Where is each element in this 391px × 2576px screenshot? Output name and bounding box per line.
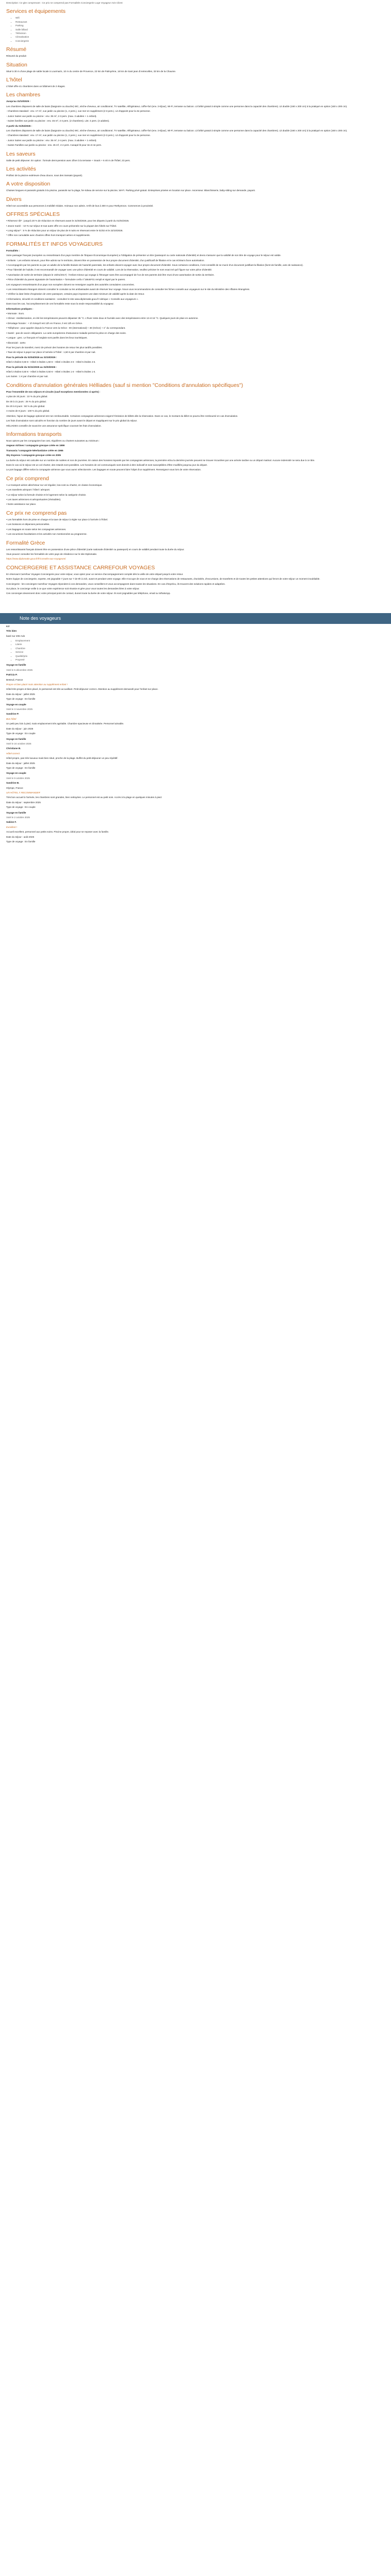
content bbox=[0, 0, 391, 624]
paragraph: Pour l'ensemble de nos séjours et circuits (sauf exceptions mentionnées ci-après) : bbox=[6, 390, 101, 393]
paragraph: De 30 à 21 jours : 25 % du prix global. bbox=[6, 400, 46, 403]
list-item: • Wifi bbox=[15, 16, 385, 20]
paragraph: Ces concierges deviennent donc votre principal point de contact, durant toute la durée de votre séjour. Ils sont joignables par téléphone, email ou WhatsApp. bbox=[6, 592, 171, 595]
paragraph: • Langue : grec. Le français et l'anglais sont parlés dans les lieux touristiques. bbox=[6, 336, 88, 340]
list-item: • Emplacement bbox=[15, 639, 385, 642]
intro: Description: Ce gite comprenant : Ce prix ne comprend pas Formalités Conciergerie Loge Voyageur Avis Client bbox=[6, 2, 123, 4]
section-title: Ce prix ne comprend pas bbox=[6, 510, 67, 516]
paragraph: • Téléphone : pour appeler depuis la France vers la Grèce : 00 (international) + 30 (Grèce) + n° du correspondant. bbox=[6, 327, 126, 330]
paragraph: • Taxe de séjour à payer sur place à l'arrivée à l'hôtel : 1,50 € par chambre et par nuit. bbox=[6, 351, 96, 354]
review-type: Type de voyage : En couple bbox=[6, 806, 36, 809]
paragraph: - Suites Familles vue jardin ou piscine : env. 45 m², 2-4 pers. Canapé-lit pour 3e et 4e pers. bbox=[6, 144, 102, 147]
section-title: Les saveurs bbox=[6, 150, 36, 157]
paragraph: A plus de 30 jours : 10 % du prix global. bbox=[6, 395, 48, 398]
review-meta: Breteuil, France bbox=[6, 678, 23, 681]
list-item: • Literie bbox=[15, 642, 385, 646]
review-stay-date: Date du séjour : juillet 2025 bbox=[6, 761, 35, 765]
paragraph: Salle de petit déjeuner. En option : formule demi-pension avec dîner à la terrasse + Snack + 6 40 m de l'hôtel, 23 pers. bbox=[6, 159, 131, 162]
paragraph: • Les boissons et dépenses personnelles. bbox=[6, 523, 50, 526]
review-author: Sandrine P. bbox=[6, 713, 19, 716]
subheading: Formalités : bbox=[6, 249, 20, 252]
section-title: L'hôtel bbox=[6, 77, 22, 83]
diplomatie-link[interactable]: https://www.diplomatie.gouv.fr/fr/conseils-aux-voyageurs/ bbox=[6, 557, 66, 561]
section-title: OFFRES SPÉCIALES bbox=[6, 211, 60, 218]
paragraph: • Les taxes aériennes et aéroportuaires (révisables). bbox=[6, 498, 61, 501]
list-item: • Propreté bbox=[15, 658, 385, 662]
review-item bbox=[6, 737, 385, 770]
paragraph: • Électricité : 220V. bbox=[6, 341, 26, 344]
review-item bbox=[6, 663, 385, 701]
paragraph: - Suites familles vue jardin ou piscine : env. 45 m², 2-4 pers. (2 chambres). Lits: 4 pers. (4 adultes). bbox=[6, 120, 110, 123]
review-author: Sabine F. bbox=[6, 821, 17, 824]
paragraph: Hôtel 2 étoiles 0,50 € - Hôtel 3 étoiles 0,50 € - Hôtel 4 étoiles 1 € - Hôtel 5 étoiles 1 €. bbox=[6, 370, 96, 373]
review-date: Voté le 5 décembre 2025 bbox=[6, 668, 33, 671]
review-heading: Voyage en couple bbox=[6, 772, 26, 775]
section-title: FORMALITÉS ET INFOS VOYAGEURS bbox=[6, 241, 103, 247]
paragraph: De 20 à 8 jours : 50 % du prix global. bbox=[6, 404, 45, 408]
review-date: Voté le 3 novembre 2025 bbox=[6, 708, 33, 711]
paragraph: Nous optons par les compagnies low cost, régulières ou charters suivantes au minimum : bbox=[6, 439, 100, 442]
review-date: Voté le 9 octobre 2025 bbox=[6, 776, 30, 779]
services-list bbox=[6, 16, 385, 43]
paragraph: La durée du séjour est calculée sur un nombre de nuitées et non de journées. En raison des horaires imposés par les compagnies aériennes, la première et/ou la dernière journée peuvent se trouver écourtées par une arrivée tardive ou un départ matinal. Aucune indemnité ne sera due à ce titre. bbox=[6, 459, 315, 462]
paragraph: • Informations, sécurité et conditions sanitaires : consultez le site www.diplomatie.gouv.fr rubrique « Conseils aux voyageurs ». bbox=[6, 297, 139, 300]
review-heading: Voyage en famille bbox=[6, 737, 26, 740]
paragraph: En réservant Carrefour Voyages Conciergerie pour votre séjour, vous optez pour un service d'accompagnement complet dès la veille de votre départ jusqu'à votre retour. bbox=[6, 572, 184, 575]
section-title: Conditions d'annulation générales Hélliades (sauf si mention "Conditions d'annulation spécifiques") bbox=[6, 382, 243, 388]
review-date: Voté le 2 octobre 2025 bbox=[6, 816, 30, 819]
paragraph: Conciergerie : les concierges Carrefour Voyages répondent à vos demandes, vous conseillent et vous accompagnent dans toutes les situations. En cas d'imprévu, ils trouvent des solutions rapides et adaptées. bbox=[6, 582, 225, 585]
list-item: • Service bbox=[15, 650, 385, 654]
review-type: Type de voyage : En couple bbox=[6, 732, 36, 735]
review-item bbox=[6, 811, 385, 844]
paragraph: A moins de 8 jours : 100 % du prix global. bbox=[6, 410, 50, 413]
paragraph: • Les transferts aéroport / hôtel / aéroport. bbox=[6, 488, 51, 492]
review-meta: Olympe, France bbox=[6, 786, 23, 789]
reviews-header-band bbox=[0, 613, 391, 624]
list-item: • Salle billard bbox=[15, 28, 385, 31]
review-heading: Voyage en couple bbox=[6, 703, 26, 706]
section-title: Informations transports bbox=[6, 431, 62, 437]
review-text: Un petit peu loin à pied, mais emplacement très agréable. Chambre spacieuse et climatisée. Personnel aimable. bbox=[6, 722, 124, 725]
paragraph: Attention, l'ajout de bagage optionnel est non remboursable. Certaines compagnies aériennes exigent l'émission de billets dès la réservation. Dans ce cas, le montant du billet ne pourra être remboursé en cas d'annulation. bbox=[6, 414, 238, 417]
paragraph: • Les bagages en soute selon les compagnies aériennes. bbox=[6, 528, 67, 531]
review-type: Type de voyage : En famille bbox=[6, 840, 36, 843]
review-stay-date: Date du séjour : juin 2025 bbox=[6, 727, 34, 730]
paragraph: • Décalage horaire : + 1h lorsqu'il est 12h en France, il est 13h en Grèce. bbox=[6, 321, 83, 325]
paragraph: Hôtel non accessible aux personnes à mobilité réduite. Animaux non admis. Arrêt de bus à 300 m pour Rethymnon. Commerces à proximité. bbox=[6, 204, 154, 207]
list-item: • Restaurant bbox=[15, 20, 385, 24]
review-title: Hôtel correct bbox=[6, 752, 20, 755]
paragraph: • Pour l'identité de l'adulte, il est recommandé de voyager avec une pièce d'identité en cours de validité. Lors de la réservation, veuillez préciser le nom exact tel qu'il figure sur votre pièce d'identité. bbox=[6, 268, 213, 272]
paragraph: Pour la période du 01/11/2025 au 31/03/2026 : bbox=[6, 365, 57, 368]
section-title: Les activités bbox=[6, 165, 36, 172]
paragraph: Notre équipe de conciergerie, experte, est joignable 7 jours sur 7 de 9h à 21h, avant et pendant votre voyage. Elle s'occupe de vous et se charge des réservations de restaurants, d'activités, d'excursions, de transferts et de toutes les petites attentions qui feront de votre séjour un moment inoubliable. bbox=[6, 578, 320, 581]
list-item: • Chambre bbox=[15, 647, 385, 650]
paragraph: HÉLIADES conseille de souscrire une assurance spécifique couvrant les frais d'annulation. bbox=[6, 424, 102, 427]
review-author: Christiane B. bbox=[6, 747, 21, 750]
paragraph: • Le séjour selon la formule choisie et le logement selon la catégorie choisie. bbox=[6, 493, 87, 496]
paragraph: • Le transport aérien aller/retour sur vol régulier, low-cost ou charter, en classe économique. bbox=[6, 483, 103, 486]
review-type: Type de voyage : En famille bbox=[6, 766, 36, 769]
paragraph: Pour la période du 01/04/2026 au 31/10/2026 : bbox=[6, 355, 57, 359]
list-item: • Parking bbox=[15, 24, 385, 27]
review-stay-date: Date du séjour : août 2025 bbox=[6, 835, 35, 838]
review-text: Accueil excellent, personnel aux petits soins. Piscine propre, idéal pour se reposer avec la famille. bbox=[6, 831, 109, 834]
paragraph: Les ressortissants français doivent être en possession d'une pièce d'identité (carte nationale d'identité ou passeport) en cours de validité pendant toute la durée du séjour. bbox=[6, 548, 185, 551]
paragraph: • Les formalités hors de prise en charge et la taxe de séjour à régler sur place à l'arrivée à l'hôtel. bbox=[6, 518, 108, 521]
paragraph: Transavia / compagnie Néerlandaise créée en 1965 bbox=[6, 449, 63, 452]
rating-label: Très bien bbox=[6, 630, 17, 633]
paragraph: • Jeune marié : -10 % sur séjour et tout autre offre en cours présentée sur la plupart des hôtels sur l'hôtel. bbox=[6, 224, 117, 227]
review-author: Patricia P. bbox=[6, 673, 18, 676]
paragraph: Chaises longues et parasols gratuits à la piscine, parasols sur la plage, fer-rideau de service sur la piscine, Wi-Fi. Parking privé gratuit. Entreprises privées en location sur place. Ascenseur. Blanchisserie, baby-sitting sur demande, payant. bbox=[6, 189, 256, 192]
review-author: Sandrine B. bbox=[6, 782, 20, 785]
paragraph: * Offre non cumulable avec d'autres offres hors transport aérien et suppléments. bbox=[6, 234, 90, 237]
paragraph: • Accompagnés par les parents ou par un adulte de la famille titulaire de l'autorité parentale, les enfants doivent voyager avec leur propre document d'identité. Sous certaines conditions, il est conseillé de se munir d'un document justifiant la filiation (livret de famille, acte de naissance). bbox=[6, 264, 303, 266]
paragraph: Votre passager français (européen ou ressortissant d'un pays membre de l'Espace Économique Européen) a l'obligation de présenter un titre (passeport ou carte nationale d'identité) et devra s'assurer que la validité de son titre de voyage pour le séjour est valide. bbox=[6, 254, 281, 257]
section-title: Résumé bbox=[6, 46, 27, 53]
rating-score: 4.2 bbox=[6, 624, 10, 628]
paragraph: Les chambres disposent de salle de bains (baignoire ou douche) WC, sèche-cheveux, air conditionné, TV satellite, réfrigérateur, coffre-fort (env. 3 €/jour), Wi-Fi, terrasse ou balcon. Lit bébé gratuit à simple comme une personne dans la capacité des chambres). Lit double (160 x 200 cm) à la pratiqué en option (160 x 200 cm). bbox=[6, 129, 348, 132]
reviews-section bbox=[0, 624, 391, 844]
paragraph: Dans le cas où le séjour est un vol charter, des retards sont possibles. Les horaires de vol communiqués sont donnés à titre indicatif et sont susceptibles d'être modifiés jusqu'au jour du départ. bbox=[6, 464, 208, 467]
paragraph: Les Suites : 1 € par chambre et par nuit. bbox=[6, 375, 48, 378]
review-item bbox=[6, 703, 385, 736]
review-stay-date: Date du séjour : juillet 2025 bbox=[6, 692, 35, 696]
paragraph: • Réservez tôt* : jusqu'à 20 % de réduction en réservant avant le 31/03/2026, pour les départs à partir du 01/04/2026. bbox=[6, 219, 129, 223]
review-type: Type de voyage : En famille bbox=[6, 698, 36, 701]
list-item: • Télévision bbox=[15, 31, 385, 35]
review-text: Hôtel propre, pas très luxueux mais bien situé, proche de la plage. Buffet du petit-déjeuner un peu répétitif. bbox=[6, 757, 118, 760]
review-heading: Voyage en famille bbox=[6, 664, 26, 667]
list-item: • Qualité/prix bbox=[15, 654, 385, 658]
review-heading: Voyage en famille bbox=[6, 811, 26, 814]
section-title: Ce prix comprend bbox=[6, 475, 49, 482]
paragraph: Les voyageurs ressortissants d'un pays non européen doivent se renseigner auprès des autorités consulaires concernées. bbox=[6, 283, 135, 286]
review-title: UN HÔTEL À RECOMMANDER bbox=[6, 791, 40, 794]
paragraph: Résumé du produit bbox=[6, 55, 26, 58]
paragraph: • Autorisation de sortie de territoire (depuis le 15/01/2017) : l'enfant mineur qui voyage à l'étranger sans être accompagné de l'un de ses parents doit être muni d'une autorisation de sortie du territoire. bbox=[6, 273, 215, 276]
rating-criteria bbox=[6, 639, 385, 662]
list-item: • Conciergerie bbox=[15, 39, 385, 43]
paragraph: Dans tous les cas, l'accomplissement de ces formalités reste sous la seule responsabilité du voyageur. bbox=[6, 302, 114, 306]
paragraph: Hôtel 2 étoiles 0,50 € - Hôtel 3 étoiles 1,50 € - Hôtel 4 étoiles 3 € - Hôtel 5 étoiles 4 €. bbox=[6, 361, 96, 364]
section-title: Situation bbox=[6, 61, 27, 68]
review-title: Bon hôtel bbox=[6, 717, 17, 720]
section-title: Formalité Grèce bbox=[6, 539, 45, 546]
paragraph: • Climat : méditerranéen, en été les températures peuvent dépasser 35 °C. L'hiver reste doux et humide avec des températures entre 12 et 16 °C. Quelques jours de pluie en automne. bbox=[6, 317, 199, 320]
review-title: Propre et bien placé mais attention au supplément enfant ! bbox=[6, 683, 68, 686]
paragraph: • Pièce d'identité du parent signataire de l'autorisation + formulaire cerfa n°15646*01 rempli et signé par le parent. bbox=[6, 278, 126, 281]
paragraph: • Les ressortissants étrangers doivent consulter le consulat ou les ambassades avant de réserver leur voyage. Nous vous recommandons de consulter les fiches conseils aux voyageurs sur le site du Ministère des Affaires étrangères. bbox=[6, 288, 250, 291]
paragraph: • Les excursions facultatives et les activités non mentionnées au programme. bbox=[6, 533, 87, 536]
reviews-title: Note des voyageurs bbox=[20, 615, 61, 621]
review-stay-date: Date du séjour : septembre 2025 bbox=[6, 801, 41, 804]
review-text: Hôtel très propre et bien placé, le personnel est très accueillant. Petit-déjeuner correct. Attention au supplément demandé pour l'enfant sur place. bbox=[6, 688, 158, 691]
paragraph: Les frais d'annulation sont calculés en fonction du nombre de jours avant le départ et s'appliquent sur le prix global du séjour. bbox=[6, 419, 138, 422]
paragraph: Pour les jours de transfert, merci de prévoir des horaires de retour les plus tardifs possibles. bbox=[6, 346, 103, 349]
paragraph: Situé à 30 m d'une plage de sable locale à Lourmarin, 10 m du centre de Provence, 22 km de Palmyrène, 16 km de Sant jean d'Aetrecelles, 33 km de la Chaume. bbox=[6, 70, 176, 73]
paragraph: Sur place, le concierge veille à ce que votre expérience soit réussie et gère pour vous toutes les demandes liées à votre séjour. bbox=[6, 587, 140, 590]
paragraph: Sky Express / compagnie grecque créée en 2005 bbox=[6, 454, 61, 457]
dates-label: Jusqu'au 31/10/2025 : bbox=[6, 100, 31, 103]
paragraph: • Santé : pas de vaccin obligatoire. La carte européenne d'assurance maladie permet la prise en charge des soins. bbox=[6, 331, 126, 334]
subheading: Informations pratiques : bbox=[6, 307, 34, 310]
dates-label: A partir du 01/04/2026 : bbox=[6, 124, 32, 127]
paragraph: L'hôtel offre 41 chambres dans un bâtiment de 2 étages. bbox=[6, 85, 66, 88]
paragraph: - Chambres standard : env. 17 m², vue jardin ou piscine (1, 2 pers.), vue mer en supplément (2-3 pers.). Lit d'appoint pour la 3e personne. bbox=[6, 134, 151, 137]
paragraph: • Monnaie : Euro. bbox=[6, 312, 25, 315]
paragraph: Profitez de la piscine extérieure d'eau douce, sous des transats (payant). bbox=[6, 174, 83, 177]
paragraph: Vous pouvez consulter les formalités de votre pays de résidence sur le site Diplomatie. bbox=[6, 552, 97, 555]
list-item: • Climatisation bbox=[15, 35, 385, 39]
paragraph: • Notre assistance sur place. bbox=[6, 503, 37, 506]
section-title: A votre disposition bbox=[6, 181, 51, 188]
paragraph: Le port bagage diffère selon la compagnie aérienne que vous aurez sélectionnée. Les bagages en soute peuvent faire l'objet d'un supplément. Renseignez-vous lors de votre réservation. bbox=[6, 468, 202, 471]
paragraph: • Enfants : Les enfants mineurs, pour être admis sur le territoire, doivent être en possession de leur propre document d'identité, d'un justificatif de filiation et le cas échéant d'une autorisation. bbox=[6, 259, 205, 262]
section-title: Les chambres bbox=[6, 92, 40, 98]
paragraph: Aegean Airlines / compagnie grecque créée en 1999 bbox=[6, 444, 65, 447]
paragraph: - Junior Suites vue jardin ou piscine : env. 35 m², 2-3 pers. (max. 3 adultes + 1 enfant). bbox=[6, 114, 97, 117]
review-title: Excellent ! bbox=[6, 825, 18, 828]
section-title: CONCIERGERIE ET ASSISTANCE CARREFOUR VOYAGES bbox=[6, 564, 155, 571]
review-text: Très bon accueil à l'arrivée, les chambres sont grandes, bien nettoyées. Le personnel est au petit soin. Accès à la plage en quelques minutes à pied. bbox=[6, 796, 162, 799]
review-item bbox=[6, 771, 385, 809]
paragraph: - Chambres standard : env. 17 m², vue jardin ou piscine (1, 2 pers.), vue mer en supplément (2-3 pers.). Lit d'appoint pour la 3e personne. bbox=[6, 110, 151, 113]
section-title: Services et équipements bbox=[6, 8, 66, 15]
section-title: Divers bbox=[6, 196, 22, 202]
rating-count: basé sur 206 Avis bbox=[6, 634, 25, 637]
paragraph: - Junior Suites vue jardin ou piscine : env. 35 m², 2-4 pers. (max. 3 adultes + 1 enfant). bbox=[6, 139, 97, 142]
review-date: Voté le 24 octobre 2025 bbox=[6, 742, 31, 745]
paragraph: • Long séjour* : 5 % de réduction pour un séjour de plus de 8 nuits en réservant entre le 01/02 et le 22/10/2026. bbox=[6, 229, 123, 232]
paragraph: Les chambres disposent de salle de bains (baignoire ou douche) WC, sèche-cheveux, air conditionné, TV satellite, réfrigérateur, coffre-fort (env. 3 €/jour), Wi-Fi, terrasse ou balcon. Lit bébé gratuit à simple comme une personne dans la capacité des chambres). Lit double (160 x 200 cm) à la pratiqué en option (160 x 200 cm). bbox=[6, 105, 348, 108]
paragraph: • Vérifiez la date limite d'expiration de votre passeport, certains pays imposent une date minimum de validité après la date de retour. bbox=[6, 293, 145, 296]
